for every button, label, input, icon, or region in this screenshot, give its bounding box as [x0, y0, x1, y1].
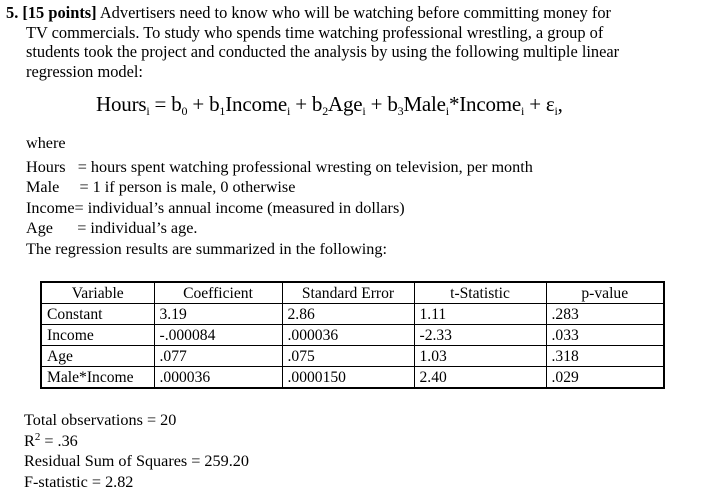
definition-male: Male = 1 if person is male, 0 otherwise	[26, 178, 296, 196]
r-squared-value: = .36	[40, 431, 78, 450]
table-row	[41, 346, 664, 367]
question-line-2: TV commercials. To study who spends time watching professional wrestling, a group of	[26, 22, 604, 42]
table-cell: Male*Income	[41, 367, 154, 389]
variable-definitions	[26, 133, 533, 259]
header-variable: Variable	[41, 282, 154, 304]
equation-term: + b	[295, 92, 323, 116]
equation-sub: i	[362, 104, 366, 118]
residual-sum-of-squares: Residual Sum of Squares = 259.20	[24, 452, 249, 471]
equation-term: Age	[328, 92, 363, 116]
table-row	[41, 325, 664, 346]
regression-equation	[96, 92, 563, 119]
equation-term: Income	[225, 92, 288, 116]
header-p-value: p-value	[546, 282, 664, 304]
table-row	[41, 304, 664, 325]
r-squared	[24, 431, 249, 452]
equation-sub: i	[146, 104, 150, 118]
table-cell: 1.11	[414, 304, 546, 325]
equation-sub: i	[521, 104, 525, 118]
equation-lhs: Hours	[96, 92, 147, 116]
table-header-row	[41, 282, 664, 304]
definition-hours: Hours = hours spent watching professional wresting on television, per month	[26, 157, 533, 176]
table-cell: .0000150	[282, 367, 414, 389]
equation-term: + b	[192, 92, 220, 116]
header-t-statistic: t-Statistic	[414, 282, 546, 304]
equation-term: + ε	[529, 92, 555, 116]
question-text	[6, 3, 706, 81]
table-cell: .000036	[282, 325, 414, 346]
table-cell: .077	[154, 346, 282, 367]
question-line-3: students took the project and conducted the analysis by using the following multiple linear	[26, 42, 620, 62]
table-cell: 2.86	[282, 304, 414, 325]
table-cell: Age	[41, 346, 154, 367]
question-number: 5.	[6, 3, 19, 22]
table-cell: Constant	[41, 304, 154, 325]
table-cell: .318	[546, 346, 664, 367]
equation-term: Male	[403, 92, 446, 116]
r-squared-exponent: 2	[34, 430, 41, 443]
equation-term: *Income	[448, 92, 522, 116]
regression-results-table	[40, 281, 665, 389]
table-cell: .000036	[154, 367, 282, 389]
equation-sub: i	[287, 104, 291, 118]
table-cell: 2.40	[414, 367, 546, 389]
equation-term: + b	[370, 92, 398, 116]
table-cell: 3.19	[154, 304, 282, 325]
total-observations: Total observations = 20	[24, 411, 177, 429]
table-row	[41, 367, 664, 389]
summary-statistics	[24, 410, 249, 492]
equation-sub: 0	[181, 104, 188, 118]
question-points: [15 points]	[22, 3, 97, 22]
equation-sub: 1	[219, 104, 226, 118]
equation-term: = b	[154, 92, 182, 116]
equation-sub: 3	[397, 104, 404, 118]
table-cell: Income	[41, 325, 154, 346]
table-cell: 1.03	[414, 346, 546, 367]
equation-sub: i	[445, 104, 449, 118]
header-coefficient: Coefficient	[154, 282, 282, 304]
r-squared-label: R	[24, 431, 35, 450]
table-cell: -.000084	[154, 325, 282, 346]
table-cell: .033	[546, 325, 664, 346]
where-label: where	[26, 134, 66, 152]
question-line-4: regression model:	[26, 61, 143, 81]
definition-income: Income= individual’s annual income (measured in dollars)	[26, 198, 405, 217]
definition-age: Age = individual’s age.	[26, 219, 198, 237]
equation-term: ,	[557, 92, 563, 116]
equation-sub: 2	[322, 104, 329, 118]
question-line-1	[6, 3, 706, 23]
table-cell: -2.33	[414, 325, 546, 346]
f-statistic: F-statistic = 2.82	[24, 472, 134, 491]
question-text-1: Advertisers need to know who will be watching before committing money for	[99, 3, 612, 22]
equation-sub: i	[554, 104, 558, 118]
table-cell: .029	[546, 367, 664, 389]
table-cell: .075	[282, 346, 414, 367]
results-intro: The regression results are summarized in the following:	[26, 239, 387, 258]
table-cell: .283	[546, 304, 664, 325]
header-standard-error: Standard Error	[282, 282, 414, 304]
